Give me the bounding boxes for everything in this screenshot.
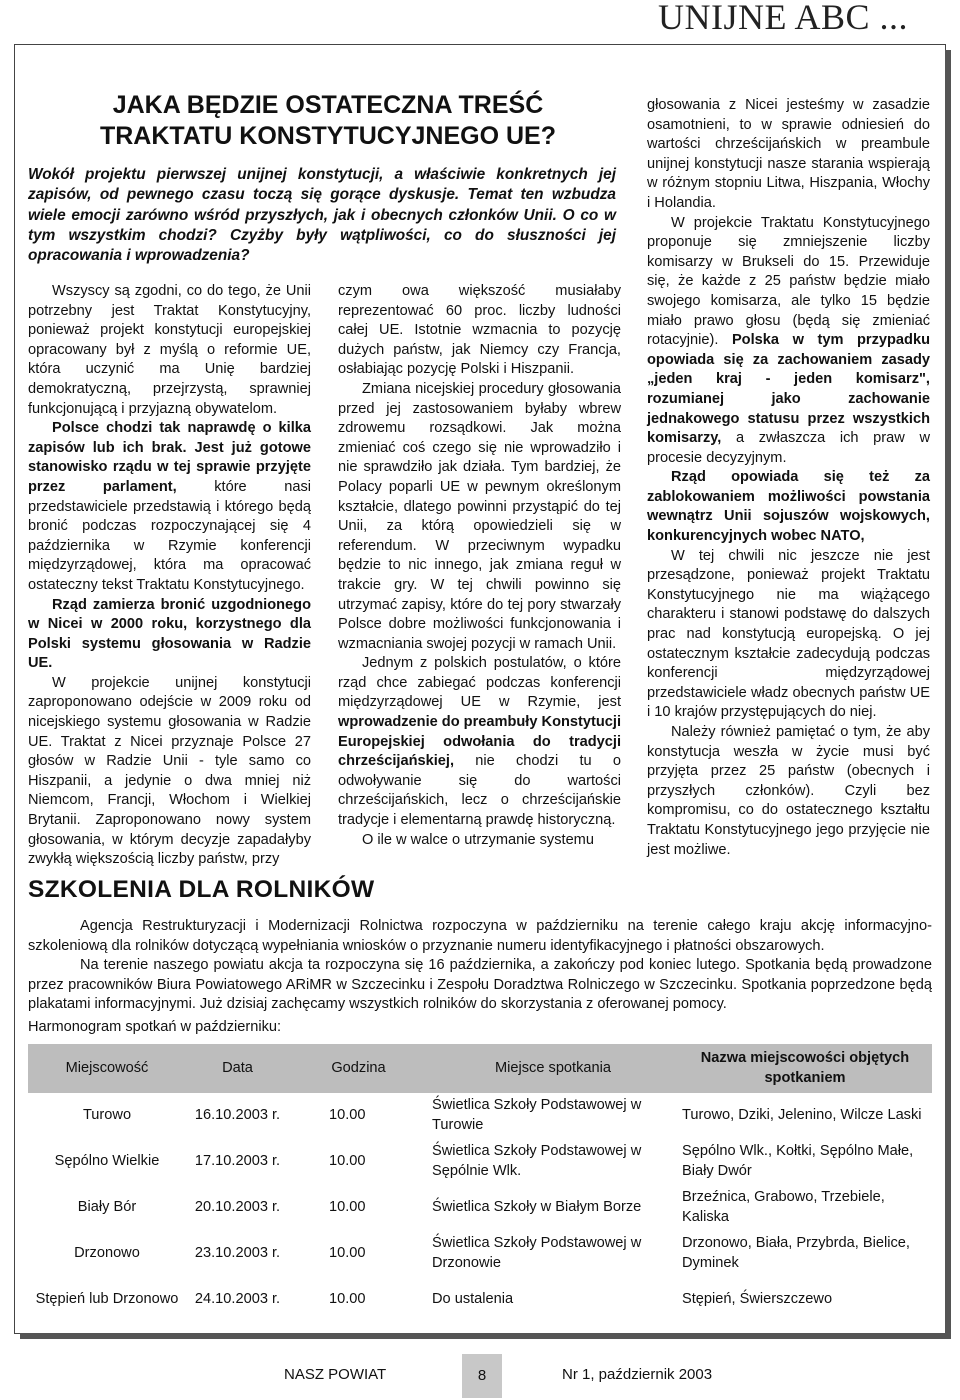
training-title: SZKOLENIA DLA ROLNIKÓW [28,876,375,903]
table-cell: Świetlica Szkoły Podstawowej w Drzonowie [432,1235,642,1271]
table-cell: 10.00 [329,1245,366,1262]
table-cell: Drzonowo, Biała, Przybrda, Bielice, Dyminek [682,1235,910,1271]
table-cell: 10.00 [329,1107,366,1124]
article-lead: Wokół projektu pierwszej unijnej konstytucji, a właściwie konkretnych jej zapisów, od pewnego czasu toczą się gorące dyskusje. Temat ten wzbudza wiele emocji zarówno wśród przyszłych, jak i obecnych członków Unii. O co w tym wszystkim chodzi? Czyżby były wątpliwości, co do słuszności jej opracowania i wprowadzenia? [28,166,616,265]
schedule-table [28,1044,932,1323]
table-cell: Brzeźnica, Grabowo, Trzebiele, Kaliska [682,1189,885,1225]
table-cell: Świetlica Szkoły Podstawowej w Turowie [432,1097,642,1133]
paragraph: W tej chwili nic jeszcze nie jest przesądzone, ponieważ projekt Traktatu Konstytucyjnego nie ma wiążącego charakteru i stanowi podstawę do dalszych prac nad konstytucją europejską. O jej ostatecznym kształcie zadecydują podczas konferencji międzyrządowej przedstawiciele władz obecnych państw UE i 10 krajów przystępujących do niej. [647,547,930,721]
bold-text: Polska w tym przypadku opowiada się za zachowaniem zasady „jeden kraj - jeden komisarz", rozumianej jako zachowanie jednakowego statusu przez wszystkich komisarzy, [647,332,930,447]
paragraph: Należy również pamiętać o tym, że aby konstytucja weszła w życie musi być przyjęta przez 25 państw (obecnych i przyszłych członków). Czyli bez kompromisu, co do ostatecznego kształtu Traktatu Konstytucyjnego jego przyjęcie nie jest możliwe. [647,724,930,858]
table-cell: Turowo, Dziki, Jelenino, Wilcze Laski [682,1107,922,1124]
bold-text: Polsce chodzi tak naprawdę o kilka zapisów lub ich brak. Jest już gotowe stanowisko rządu w tej sprawie przyjęte przez parlament, [28,420,311,495]
table-cell: 16.10.2003 r. [194,1107,281,1124]
paragraph [28,596,311,674]
paragraph: głosowania z Nicei jesteśmy w zasadzie osamotnieni, to w sprawie odniesień do wartości chrześcijańskich w preambule unijnej konstytucji nasze starania wspierają w różnym stopniu Litwa, Hiszpania, Włochy i Holandia. [647,97,930,211]
table-cell: 23.10.2003 r. [194,1245,281,1262]
column-header: Nazwa miejscowości objętych spotkaniem [678,1044,932,1093]
paragraph: Wszyscy są zgodni, co do tego, że Unii potrzebny jest Traktat Konstytucyjny, ponieważ projekt konstytucji europejskiej opracowany był z myślą o reformie UE, która uczynić ma Unię bardziej demokratyczną, przejrzystą, sprawniej funkcjonującą i przyjazną obywatelom. [28,283,311,417]
table-cell: Stępień lub Drzonowo [35,1291,179,1308]
table-cell: 24.10.2003 r. [194,1291,281,1308]
article-title-line1: JAKA BĘDZIE OSTATECZNA TREŚĆ [112,91,544,119]
text: a zwłaszcza ich praw w procesie decyzyjnym. [647,430,930,466]
bold-text: Rząd zamierza bronić uzgodnionego w Nicei w 2000 roku, korzystnego dla Polski systemu głosowania w Radzie UE. [28,596,311,672]
article-column-3 [647,96,930,860]
text: Jednym z polskich postulatów, o które rząd chce zabiegać podczas konferencji międzyrządowej UE w Rzymie, jest [338,655,621,711]
paragraph [647,214,930,469]
article-title-line2: TRAKTATU KONSTYTUCYJNEGO UE? [99,122,557,150]
table-row [28,1231,932,1277]
column-header: Godzina [289,1044,428,1093]
table-cell: 20.10.2003 r. [194,1199,281,1216]
footer-issue: Nr 1, październik 2003 [562,1366,713,1383]
footer-publication: NASZ POWIAT [284,1366,387,1383]
paragraph [338,654,621,830]
paragraph: Agencja Restrukturyzacji i Modernizacji Rolnictwa rozpoczyna w październiku na terenie całego kraju akcję informacyjno-szkoleniową dla rolników dotyczącą wypełniania wniosków o przyznanie numeru identyfikacyjnego i płatności obszarowych. [28,918,932,954]
paragraph: czym owa większość musiałaby reprezentować 60 proc. liczby ludności całej UE. Istotnie wzmacnia to pozycję dużych państw, jak Niemcy czy Francja, osłabiając pozycję Polski i Hiszpanii. [338,283,621,378]
table-cell: Biały Bór [77,1199,137,1216]
text: nie chodzi tu o odwoływanie się do wartości chrześcijańskich, lecz o chrześcijańskie tradycje i elementarną prawdę historyczną. [338,753,621,829]
table-cell: Turowo [82,1107,132,1124]
page-footer [0,1354,960,1398]
schedule-label: Harmonogram spotkań w październiku: [28,1019,282,1035]
text: W projekcie Traktatu Konstytucyjnego proponuje się zmniejszenie liczby komisarzy w Brukseli do 15. Przewiduje się, że każde z 25 państw będzie miało swojego komisarza, ale tylko 15 będzie miało prawo głosu (będą się zmieniać rotacyjnie). [647,214,930,349]
table-cell: Świetlica Szkoły Podstawowej w Sępólnie Wlk. [432,1143,642,1179]
column-header: Data [186,1044,289,1093]
paragraph: Na terenie naszego powiatu akcja ta rozpoczyna się 16 października, a zakończy pod koniec lutego. Spotkania będą prowadzone przez pracowników Biura Powiatowego ARiMR w Szczecinku i Zespołu Doradztwa Rolniczego w Szczecinku. Spotkania poprzedzone będą plakatami informacyjnymi. Już dzisiaj zachęcamy wszystkich rolników do skorzystania z oferowanej pomocy. [28,957,932,1013]
table-row [28,1139,932,1185]
table-cell: Sępólno Wlk., Kołtki, Sępólno Małe, Biały Dwór [682,1143,914,1179]
frame-shadow-bottom [20,1333,951,1339]
table-cell: 17.10.2003 r. [194,1153,281,1170]
table-cell: Świetlica Szkoły w Białym Borze [432,1199,642,1216]
article-column-1 [28,282,311,870]
paragraph [28,419,311,595]
paragraph: W projekcie unijnej konstytucji zaproponowano odejście w 2009 roku od nicejskiego systemu głosowania w Radzie UE. Traktat z Nicei przyznaje Polsce 27 głosów w Radzie Unii - tyle samo co Hiszpanii, a jedynie o dwa mniej niż Niemcom, Francji, Włochom i Wielkiej Brytanii. Zaproponowano nowy system głosowania, w którym decyzje zapadałyby zwykłą większością liczby państw, przy [28,674,311,868]
bold-text: wprowadzenie do preambuły Konstytucji Europejskiej odwołania do tradycji chrześcijańskiej, [338,714,621,770]
column-header: Miejsce spotkania [428,1044,678,1093]
table-row [28,1185,932,1231]
frame-shadow-right [945,50,951,1338]
table-cell: 10.00 [329,1291,366,1308]
bold-text: Rząd opowiada się też za zablokowaniem możliwości powstania wewnątrz Unii sojuszów wojskowych, konkurencyjnych wobec NATO, [647,469,930,545]
paragraph: Zmiana nicejskiej procedury głosowania przed jej zastosowaniem byłaby wbrew zdrowemu rozsądkowi. Jak można zmieniać coś czego się nie wprowadziło i nie sprawdziło jak działa. Tym bardziej, że Polacy poparli UE w pewnym określonym kształcie, dlatego powinni przystąpić do tej Unii, za którą opowiedzieli się w referendum. W przeciwnym wypadku będzie to nic innego, jak zmiana reguł w trakcie gry. W tej chwili powinno się utrzymać zapisy, które do tej pory stwarzały Polsce dobre możliwości funkcjonowania i wzmacniania swojej pozycji w ramach Unii. [338,380,621,652]
table-cell: Sępólno Wielkie [54,1153,160,1170]
table-row [28,1277,932,1323]
table-cell: 10.00 [329,1199,366,1216]
table-header-row [28,1044,932,1093]
paragraph [647,468,930,546]
paragraph: O ile w walce o utrzymanie systemu [362,831,594,848]
column-header: Miejscowość [28,1044,186,1093]
table-row [28,1093,932,1139]
training-body [28,917,932,1015]
page-number: 8 [462,1354,502,1398]
table-cell: 10.00 [329,1153,366,1170]
article-title [28,90,628,152]
table-cell: Drzonowo [74,1245,140,1262]
article-column-2 [338,282,621,850]
text: które nasi przedstawiciele przedstawią i którego będą bronić podczas rozpoczynającej się 4 października w Rzymie konferencji międzyrządowej, która ma opracować ostateczny tekst Traktatu Konstytucyjnego. [28,478,311,593]
header-title: UNIJNE ABC ... [657,0,908,37]
table-cell: Do ustalenia [432,1291,514,1308]
table-cell: Stępień, Świerszczewo [682,1291,833,1308]
